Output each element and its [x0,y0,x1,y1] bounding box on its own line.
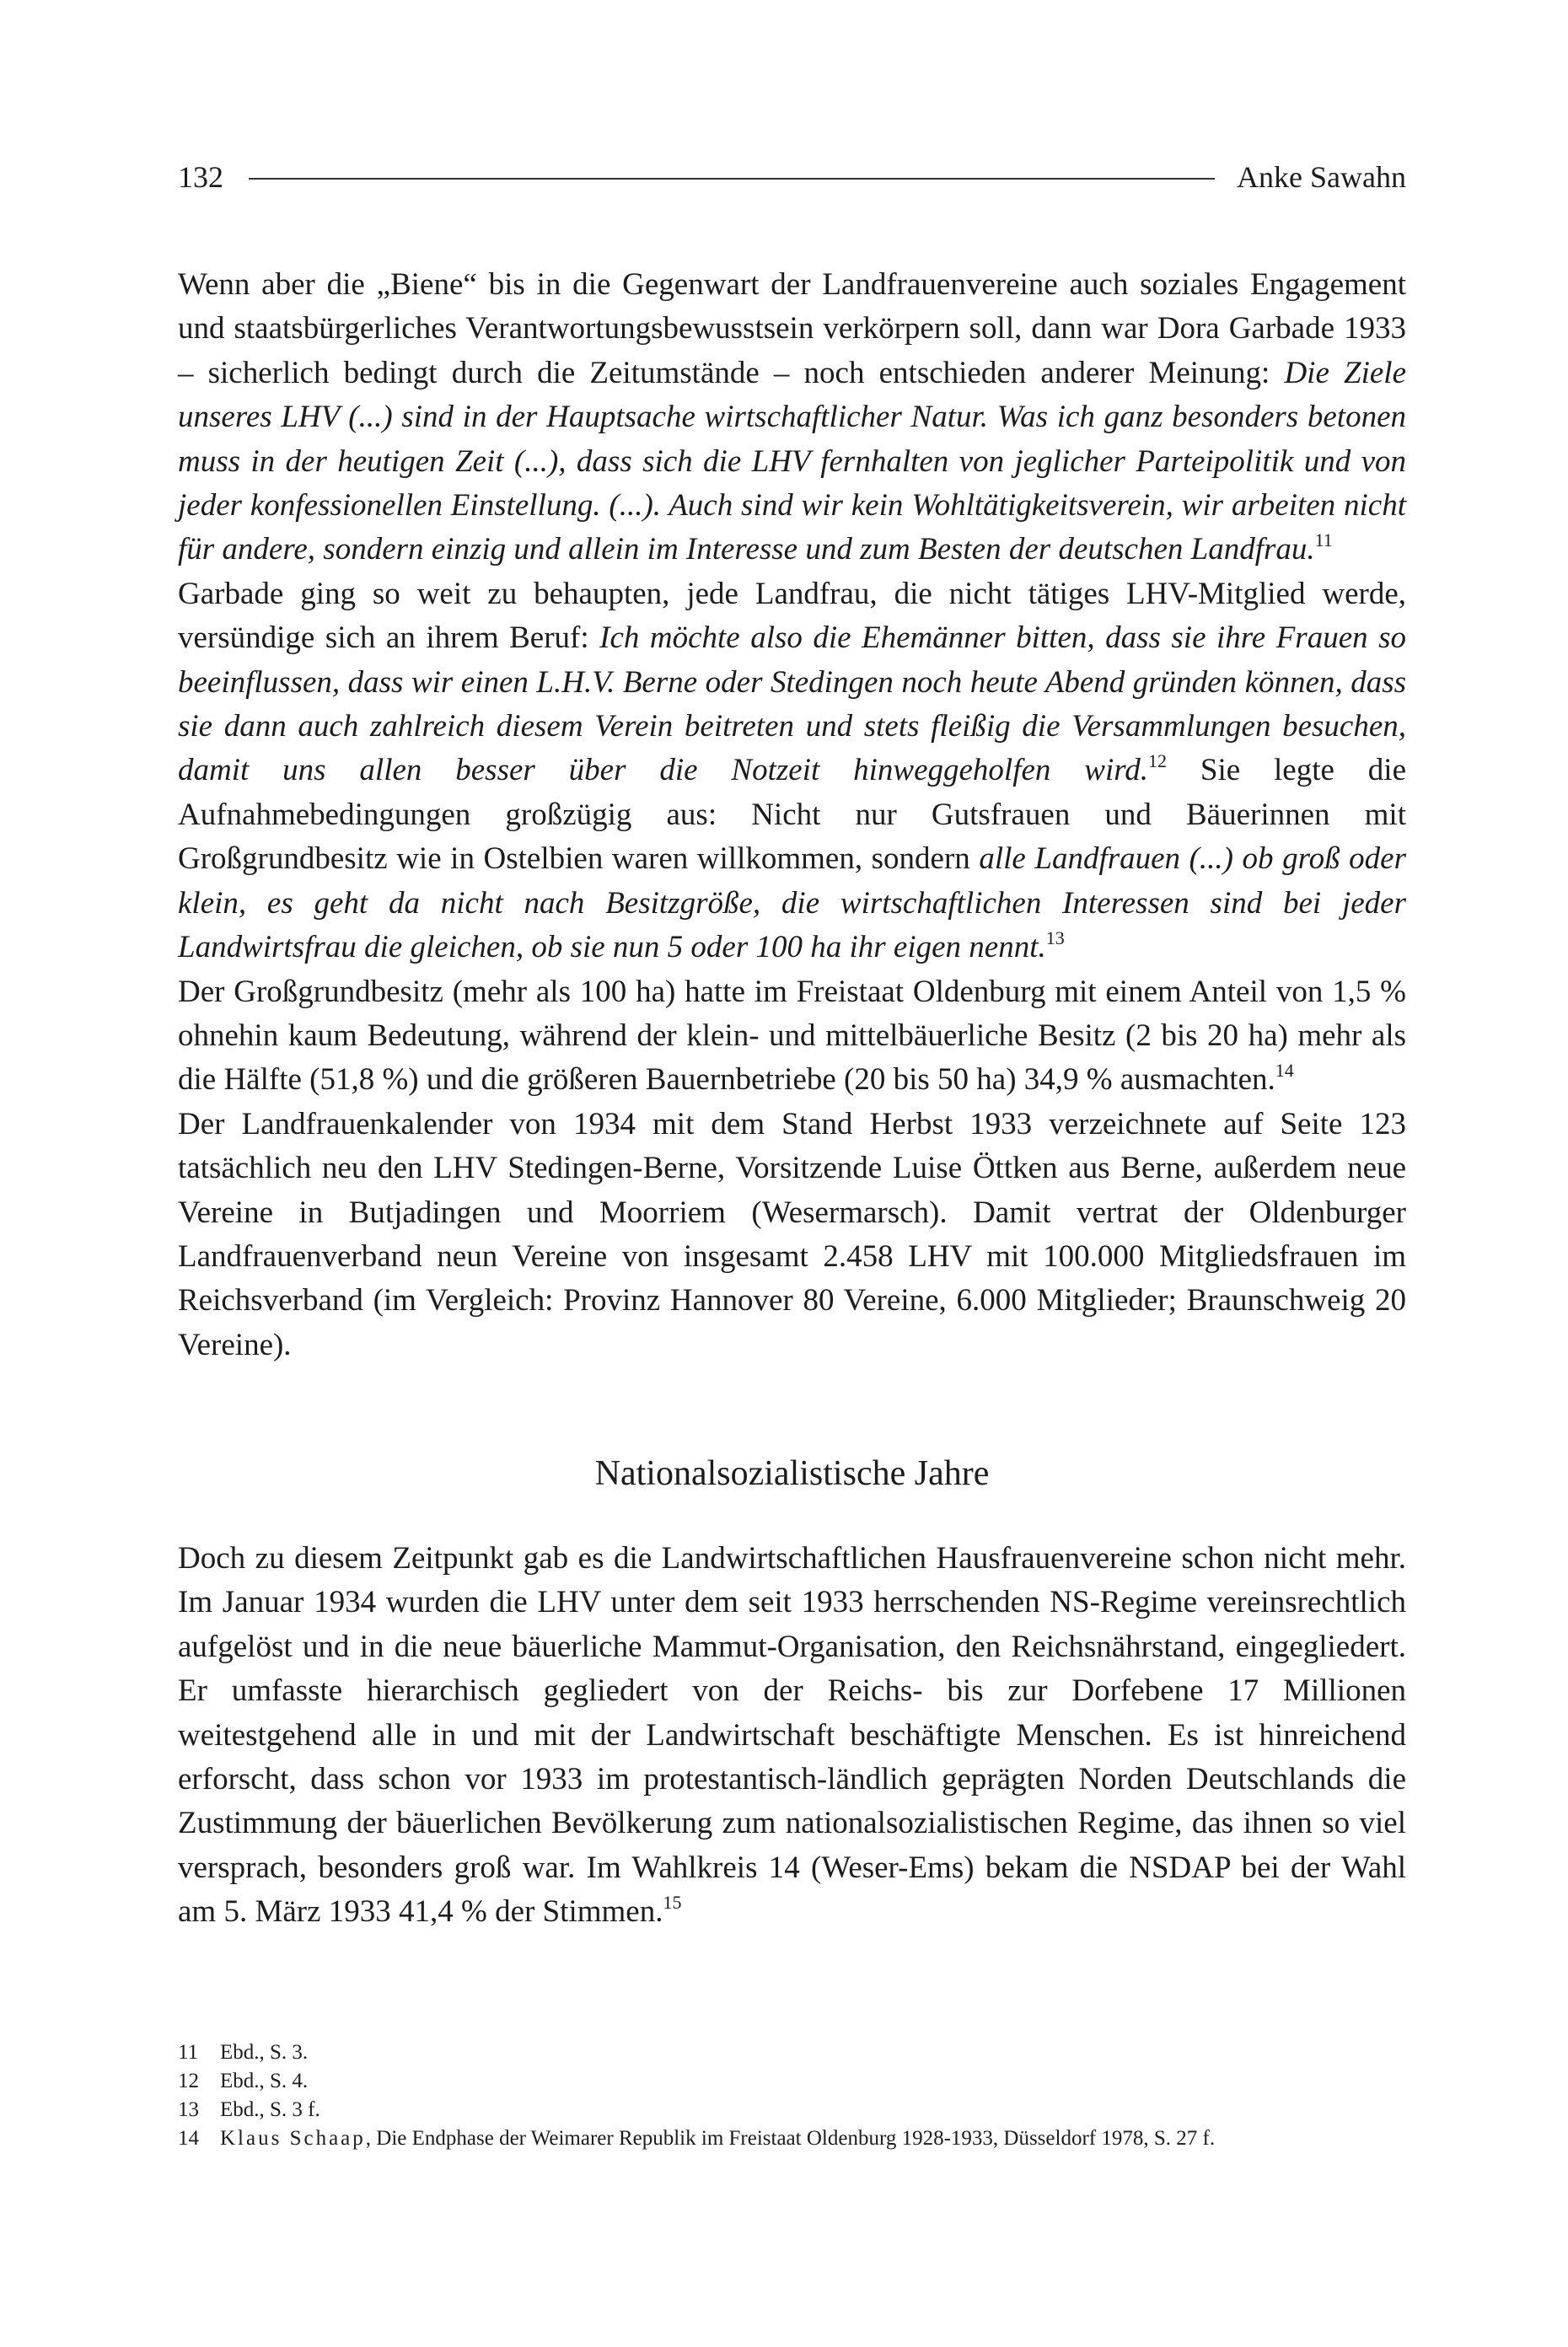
footnote-ref[interactable]: 15 [663,1891,682,1913]
body-text [178,263,1406,1367]
paragraph-text: Der Großgrundbesitz (mehr als 100 ha) hatte im Freistaat Oldenburg mit einem Anteil von 1,5 % ohnehin kaum Bedeutung, während der klein- und mittelbäuerliche Besitz (2 bis 20 ha) mehr als die Hälfte (51,8 %) und die größeren Bauernbetriebe (20 bis 50 ha) 34,9 % ausmachten. [178,974,1406,1098]
footnote-text: Ebd., S. 4. [220,2070,309,2092]
quote-text: Ich möchte also die Ehemänner bitten, dass sie ihre Frauen so beeinflussen, dass wir einen L.H.V. Berne oder Stedingen noch heute Abend gründen können, dass sie dann auch zahlreich diesem Verein beitreten und stets fleißig die Versammlungen besuchen, damit uns allen besser über die Notzeit hinweggeholfen wird. [178,620,1406,788]
body-text [178,1537,1406,1935]
footnote-ref[interactable]: 13 [1045,926,1065,948]
footnote-text: Ebd., S. 3 f. [220,2098,320,2121]
quote-text: alle Landfrauen (...) ob groß oder klein, es geht da nicht nach Besitzgröße, die wirtschaftlichen Interessen sind bei jeder Landwirtsfrau die gleichen, ob sie nun 5 oder 100 ha ihr eigen nennt. [178,841,1406,965]
paragraph-text: Doch zu diesem Zeitpunkt gab es die Landwirtschaftlichen Hausfrauenvereine schon nicht mehr. Im Januar 1934 wurden die LHV unter dem seit 1933 herrschenden NS-Regime vereinsrechtlich aufgelöst und in die neue bäuerliche Mammut-Organisation, den Reichsnährstand, eingegliedert. Er umfasste hierarchisch gegliedert von der Reichs- bis zur Dorfebene 17 Millionen weitestgehend alle in und mit der Landwirtschaft beschäftigte Menschen. Es ist hinreichend erforscht, dass schon vor 1933 im protestantisch-ländlich geprägten Norden Deutschlands die Zustimmung der bäuerlichen Bevölkerung zum nationalsozialistischen Regime, das ihnen so viel versprach, besonders groß war. Im Wahlkreis 14 (Weser-Ems) bekam die NSDAP bei der Wahl am 5. März 1933 41,4 % der Stimmen. [178,1541,1406,1930]
footnote-number: 13 [178,2098,199,2121]
footnote [178,2038,1406,2067]
paragraph-text: Wenn aber die „Biene“ bis in die Gegenwart der Landfrauenvereine auch soziales Engagement und staatsbürgerliches Verantwortungsbewusstsein verkörpern soll, dann war Dora Garbade 1933 – sicherlich bedingt durch die Zeitumstände – noch entschieden anderer Meinung: [178,267,1406,390]
paragraph [178,1537,1406,1935]
footnote [178,2067,1406,2096]
paragraph [178,263,1406,572]
footnote-number: 14 [178,2127,199,2150]
footnote-text: Ebd., S. 3. [220,2041,309,2064]
footnote-citation: , Die Endphase der Weimarer Republik im Freistaat Oldenburg 1928-1933, Düsseldorf 1978, S. 27 f. [365,2127,1216,2150]
footnote [178,2096,1406,2124]
footnote-text [220,2124,1406,2153]
paragraph [178,572,1406,970]
footnote-ref[interactable]: 14 [1275,1059,1294,1081]
header-rule [249,178,1215,180]
paragraph [178,970,1406,1103]
paragraph-text: Garbade ging so weit zu behaupten, jede Landfrau, die nicht tätiges LHV-Mitglied werde, versündige sich an ihrem Beruf: [178,576,1406,656]
page-number: 132 [178,160,223,194]
paragraph-text: Sie legte die Aufnahmebedingungen großzügig aus: Nicht nur Gutsfrauen und Bäuerinnen mit Großgrundbesitz wie in Ostelbien waren willkommen, sondern [178,753,1406,877]
running-header [178,152,1406,202]
running-head-author: Anke Sawahn [1237,160,1406,194]
footnote-ref[interactable]: 11 [1314,529,1333,551]
footnote-ref[interactable]: 12 [1148,750,1168,772]
section-heading: Nationalsozialistische Jahre [594,1454,990,1493]
footnote-author: Klaus Schaap [220,2127,366,2150]
footnote-number: 11 [178,2041,199,2064]
footnote-number: 12 [178,2070,199,2092]
footnote [178,2124,1406,2153]
footnotes [178,2038,1406,2153]
paragraph: Der Landfrauenkalender von 1934 mit dem Stand Herbst 1933 verzeichnete auf Seite 123 tatsächlich neu den LHV Stedingen-Berne, Vorsitzende Luise Öttken aus Berne, außerdem neue Vereine in Butjadingen und Moorriem (Wesermarsch). Damit vertrat der Oldenburger Landfrauenverband neun Vereine von insgesamt 2.458 LHV mit 100.000 Mitgliedsfrauen im Reichsverband (im Vergleich: Provinz Hannover 80 Vereine, 6.000 Mitglieder; Braunschweig 20 Vereine). [178,1106,1406,1362]
quote-text: Die Ziele unseres LHV (...) sind in der Hauptsache wirtschaftlicher Natur. Was ich ganz besonders betonen muss in der heutigen Zeit (...), dass sich die LHV fernhalten von jeglicher Parteipolitik und von jeder konfessionellen Einstellung. (...). Auch sind wir kein Wohltätigkeitsverein, wir arbeiten nicht für andere, sondern einzig und allein im Interesse und zum Besten der deutschen Landfrau. [178,355,1406,567]
